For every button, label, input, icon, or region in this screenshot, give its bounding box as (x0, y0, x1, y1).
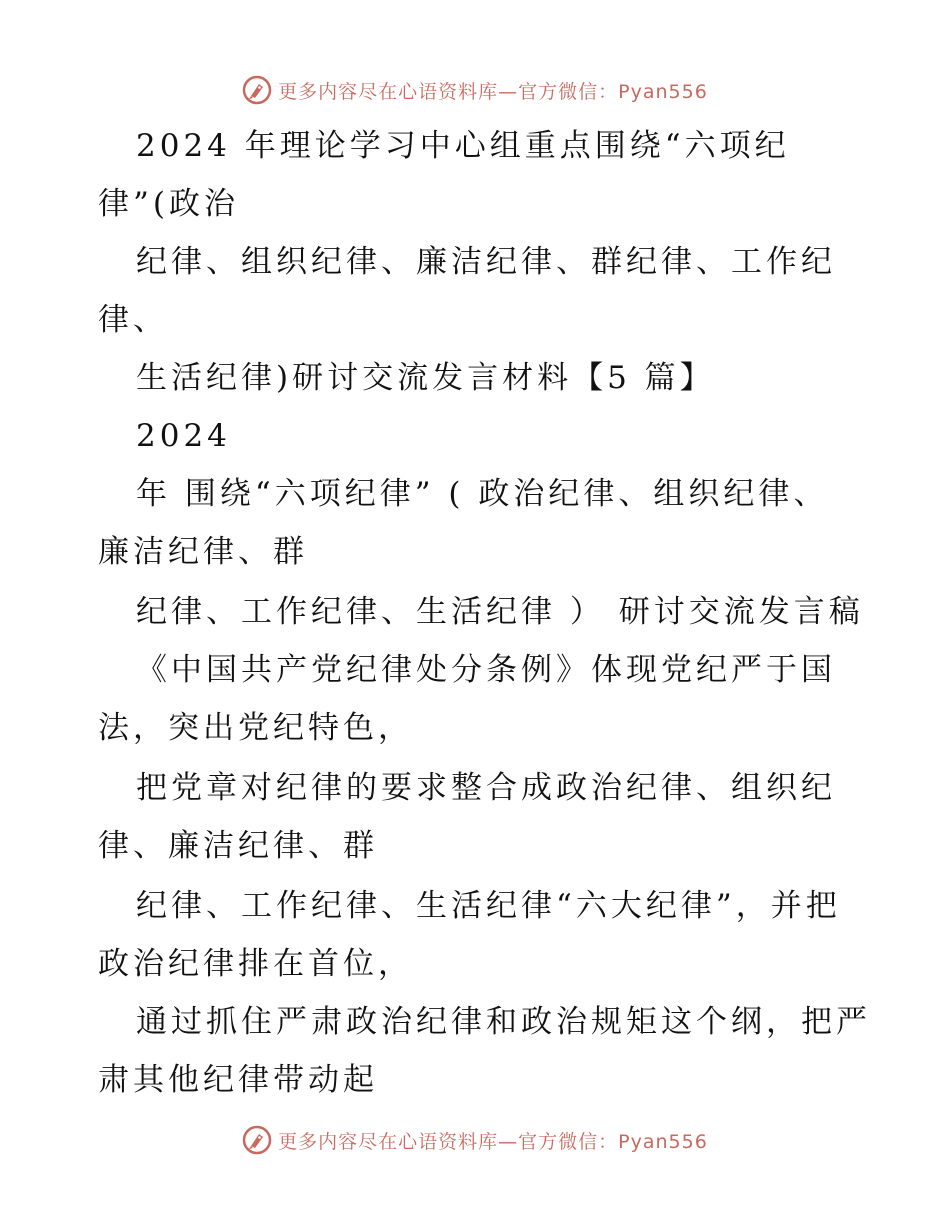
doc-line: 纪律、组织纪律、廉洁纪律、群纪律、工作纪 (136, 244, 836, 280)
doc-line: 肃其他纪律带动起 (98, 1062, 378, 1098)
footer-banner-content (242, 1125, 708, 1155)
pen-nib-logo-icon (242, 1125, 272, 1155)
footer-banner (0, 1120, 950, 1160)
doc-line: 律、廉洁纪律、群 (98, 828, 378, 864)
doc-line: 纪律、工作纪律、生活纪律 ） 研讨交流发言稿 (136, 594, 864, 630)
doc-line: 2024 (136, 418, 231, 454)
doc-line: 律、 (98, 302, 168, 338)
doc-line: 律”(政治 (98, 186, 239, 222)
doc-line: 廉洁纪律、群 (98, 534, 308, 570)
header-banner-text: 更多内容尽在心语资料库—官方微信：Pyan556 (278, 80, 708, 103)
doc-line: 通过抓住严肃政治纪律和政治规矩这个纲，把严 (136, 1004, 871, 1040)
doc-line: 政治纪律排在首位， (98, 946, 413, 982)
doc-line: 年 围绕“六项纪律” ( 政治纪律、组织纪律、 (136, 476, 829, 512)
doc-line: 纪律、工作纪律、生活纪律“六大纪律”，并把 (136, 888, 841, 924)
footer-banner-text: 更多内容尽在心语资料库—官方微信：Pyan556 (278, 1130, 708, 1153)
doc-line: 把党章对纪律的要求整合成政治纪律、组织纪 (136, 770, 836, 806)
doc-line: 生活纪律)研讨交流发言材料【5 篇】 (136, 360, 715, 396)
doc-line: 《中国共产党纪律处分条例》体现党纪严于国 (136, 652, 836, 688)
doc-line: 法，突出党纪特色， (98, 710, 413, 746)
doc-line: 2024 年理论学习中心组重点围绕“六项纪 (136, 128, 790, 164)
